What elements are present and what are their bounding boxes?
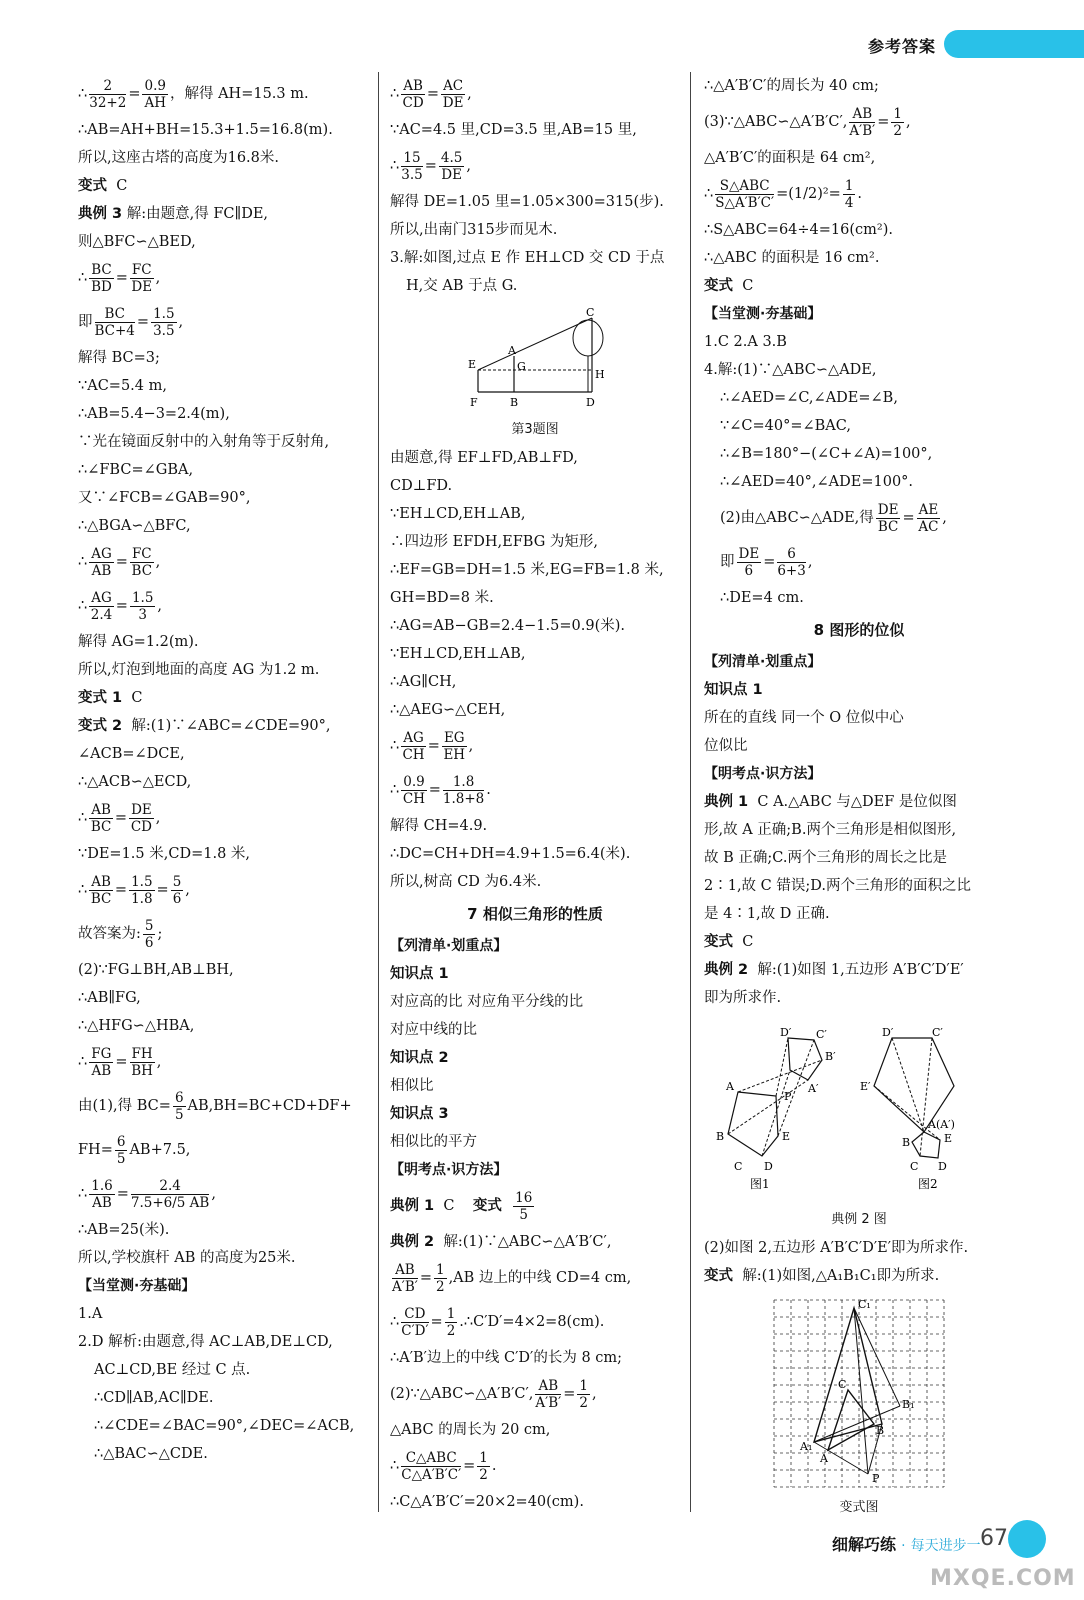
line: 即为所求作. xyxy=(704,990,782,1006)
line: ∴CD∥AB,AC∥DE. xyxy=(94,1390,214,1406)
example-2-figure xyxy=(704,1016,1014,1202)
line: ∴ $\frac{\text{C△ABC}}{C\triangle A'B'C'}$ = $\frac{1}{2}$ . xyxy=(390,1449,497,1483)
line: ∵EH⊥CD,EH⊥AB, xyxy=(390,646,526,662)
column-3 xyxy=(704,72,1014,1522)
footer-slogan: 每天进步一 xyxy=(910,1538,981,1554)
line: ∴△BAC∽△CDE. xyxy=(94,1446,208,1462)
variant-grid-figure xyxy=(704,1294,1014,1490)
section-bracket: 【当堂测·夯基础】 xyxy=(704,306,822,322)
line: ∴AG=AB−GB=2.4−1.5=0.9(米). xyxy=(390,618,625,634)
line: 典例 3 解:由题意,得 FC∥DE, xyxy=(78,206,269,222)
line: 解得 BC=3; xyxy=(78,350,160,366)
line: 2∶1,故 C 错误;D.两个三角形的面积之比 xyxy=(704,878,971,894)
line: ∴S△ABC=64÷4=16(cm²). xyxy=(704,222,893,238)
label-e: E xyxy=(468,358,477,371)
figure-1-label: 图1 xyxy=(750,1177,770,1191)
section-title: 7 相似三角形的性质 xyxy=(467,905,603,923)
label-a: A xyxy=(726,1080,734,1093)
line: CD⊥FD. xyxy=(390,478,453,494)
column-2 xyxy=(390,72,680,1516)
line: ∴EF=GB=DH=1.5 米,EG=FB=1.8 米, xyxy=(390,562,664,578)
figure-caption: 变式图 xyxy=(839,1500,879,1515)
line: 1.C 2.A 3.B xyxy=(704,334,787,350)
line: ∴AB=25(米). xyxy=(78,1222,170,1238)
footer-brand: 细解巧练 xyxy=(832,1535,897,1554)
page-header xyxy=(0,30,1084,64)
line: ∴ $\frac{AG}{CH}$ = $\frac{EG}{EH}$ , xyxy=(390,729,474,763)
header-title: 参考答案 xyxy=(867,37,936,56)
line: ∴∠AED=∠C,∠ADE=∠B, xyxy=(720,390,898,406)
line: GH=BD=8 米. xyxy=(390,590,494,606)
label-c-2: C xyxy=(910,1160,919,1173)
line: ∴∠CDE=∠BAC=90°,∠DEC=∠ACB, xyxy=(94,1418,355,1434)
label-e-2: E xyxy=(944,1132,953,1145)
knowledge-point: 知识点 1 xyxy=(704,682,763,698)
label-c: C xyxy=(734,1160,743,1173)
line: ∴ $\frac{\text{S△ABC}}{S\triangle A'B'C'}$ =(1/2)²= $\frac{1}{4}$ . xyxy=(704,177,863,211)
line: ∴AG∥CH, xyxy=(390,674,457,690)
line: ∵光在镜面反射中的入射角等于反射角, xyxy=(78,434,330,450)
label-b1: B₁ xyxy=(902,1398,915,1411)
line: 所在的直线 同一个 O 位似中心 xyxy=(704,710,904,726)
label-a-grid: A xyxy=(820,1452,828,1465)
line: 变式 1 C xyxy=(78,690,143,706)
line: 解得 CH=4.9. xyxy=(390,818,488,834)
label-p-grid: P xyxy=(872,1472,880,1485)
label-f: F xyxy=(470,396,478,409)
line: ∴△ABC 的面积是 16 cm². xyxy=(704,250,880,266)
line: 所以,学校旗杆 AB 的高度为25米. xyxy=(78,1250,296,1266)
label-g: G xyxy=(517,360,526,373)
figure-3-diagram xyxy=(390,304,680,412)
label-c-grid: C xyxy=(838,1378,847,1391)
line: ∴A′B′边上的中线 C′D′的长为 8 cm; xyxy=(390,1350,623,1366)
line: 由题意,得 EF⊥FD,AB⊥FD, xyxy=(390,450,578,466)
line: ∴∠B=180°−(∠C+∠A)=100°, xyxy=(720,446,933,462)
line: 变式 解:(1)如图,△A₁B₁C₁即为所求. xyxy=(704,1268,940,1284)
label-c: C xyxy=(586,306,595,319)
line: ∴AB=AH+BH=15.3+1.5=16.8(m). xyxy=(78,122,333,138)
line: △ABC 的周长为 20 cm, xyxy=(390,1422,551,1438)
line: 所以,树高 CD 为6.4米. xyxy=(390,874,542,890)
label-b: B xyxy=(510,396,519,409)
fraction: $\frac{2}{32+2}$ xyxy=(89,77,127,111)
line: ∴△HFG∽△HBA, xyxy=(78,1018,195,1034)
section-bracket: 【列清单·划重点】 xyxy=(390,938,508,954)
line: ∴四边形 EFDH,EFBG 为矩形, xyxy=(390,534,599,550)
knowledge-point: 知识点 3 xyxy=(390,1106,449,1122)
line: 形,故 A 正确;B.两个三角形是相似图形, xyxy=(704,822,957,838)
label-c-prime: C′ xyxy=(816,1028,827,1041)
line: 变式 C xyxy=(704,934,754,950)
column-divider-1 xyxy=(378,72,379,1512)
line: ∴ $\frac{2}{32+2}$ = $\frac{0.9}{AH}$ ，解得 AH=15.3 m. xyxy=(78,77,309,111)
label-a-a-prime: A(A′) xyxy=(928,1118,955,1131)
line: 故 B 正确;C.两个三角形的周长之比是 xyxy=(704,850,947,866)
line: ∵AC=5.4 m, xyxy=(78,378,167,394)
line: 所以,这座古塔的高度为16.8米. xyxy=(78,150,280,166)
line: (2)∵FG⊥BH,AB⊥BH, xyxy=(78,962,234,978)
line: ∴ $\frac{1.6}{AB}$ = $\frac{2.4}{7.5+6/5 AB}$ , xyxy=(78,1177,216,1211)
label-d-prime: D′ xyxy=(780,1026,792,1039)
figure-2-label: 图2 xyxy=(918,1177,938,1191)
line: 4.解:(1)∵△ABC∽△ADE, xyxy=(704,362,877,378)
line: 由(1),得 BC= $\frac{6}{5}$ AB,BH=BC+CD+DF+ xyxy=(78,1089,352,1123)
line: 则△BFC∽△BED, xyxy=(78,234,196,250)
line: 对应中线的比 xyxy=(390,1022,477,1038)
line: ∴ $\frac{AB}{CD}$ = $\frac{AC}{DE}$ , xyxy=(390,77,472,111)
page-footer xyxy=(832,1526,1008,1555)
line: ∴ $\frac{0.9}{CH}$ = $\frac{1.8}{1.8+8}$ . xyxy=(390,773,491,807)
line: 所以,灯泡到地面的高度 AG 为1.2 m. xyxy=(78,662,320,678)
line: ∴AB∥FG, xyxy=(78,990,141,1006)
line: 2.D 解析:由题意,得 AC⊥AB,DE⊥CD, xyxy=(78,1334,333,1350)
line: ∴ $\frac{15}{3.5}$ = $\frac{4.5}{DE}$ , xyxy=(390,149,471,183)
label-b-grid: B xyxy=(876,1424,885,1437)
text: ∴ xyxy=(78,86,88,102)
line: (2)由△ABC∽△ADE,得 $\frac{DE}{BC}$ = $\frac{AE}{AC}$ , xyxy=(720,501,947,535)
line: ∴AB=5.4−3=2.4(m), xyxy=(78,406,230,422)
label-d-prime-2: D′ xyxy=(882,1026,894,1039)
line: $\frac{AB}{A'B'}$ = $\frac{1}{2}$ ,AB 边上的中线 CD=4 cm, xyxy=(392,1261,632,1295)
label-e-prime-2: E′ xyxy=(860,1080,871,1093)
line: ∵EH⊥CD,EH⊥AB, xyxy=(390,506,526,522)
label-b-prime: B′ xyxy=(825,1050,836,1063)
line: 故答案为: $\frac{5}{6}$ ; xyxy=(78,917,163,951)
line: FH= $\frac{6}{5}$ AB+7.5, xyxy=(78,1133,191,1167)
line: 变式 C xyxy=(78,178,128,194)
line: ∴△ACB∽△ECD, xyxy=(78,774,192,790)
figure-caption: 典例 2 图 xyxy=(831,1212,887,1227)
line: 典例 1 C 变式 $\frac{16}{5}$ xyxy=(390,1189,533,1223)
line: (3)∵△ABC∽△A′B′C′, $\frac{AB}{A'B'}$ = $\frac{1}{2}$ , xyxy=(704,105,911,139)
line: 相似比 xyxy=(390,1078,434,1094)
line: 典例 2 解:(1)如图 1,五边形 A′B′C′D′E′ xyxy=(704,962,964,978)
label-h: H xyxy=(595,368,605,381)
line: ∴∠FBC=∠GBA, xyxy=(78,462,194,478)
label-p: P xyxy=(784,1090,792,1103)
line: ∴DE=4 cm. xyxy=(720,590,804,606)
label-a: A xyxy=(508,344,516,357)
column-1 xyxy=(78,72,368,1468)
line: ∴△BGA∽△BFC, xyxy=(78,518,191,534)
line: 1.A xyxy=(78,1306,103,1322)
line: 典例 2 解:(1)∵△ABC∽△A′B′C′, xyxy=(390,1234,612,1250)
section-bracket: 【明考点·识方法】 xyxy=(390,1162,508,1178)
line: ∴∠AED=40°,∠ADE=100°. xyxy=(720,474,914,490)
line: 变式 2 解:(1)∵∠ABC=∠CDE=90°, xyxy=(78,718,331,734)
line: ∴C△A′B′C′=20×2=40(cm). xyxy=(390,1494,584,1510)
knowledge-point: 知识点 1 xyxy=(390,966,449,982)
line: ∴ $\frac{AB}{BC}$ = $\frac{DE}{CD}$ , xyxy=(78,801,161,835)
page-number: 67 xyxy=(980,1526,1008,1551)
line: △A′B′C′的面积是 64 cm², xyxy=(704,150,876,166)
line: 对应高的比 对应角平分线的比 xyxy=(390,994,584,1010)
line: 典例 1 C A.△ABC 与△DEF 是位似图 xyxy=(704,794,957,810)
section-bracket: 【当堂测·夯基础】 xyxy=(78,1278,196,1294)
line: 所以,出南门315步而见木. xyxy=(390,222,558,238)
label-a1: A₁ xyxy=(800,1440,813,1453)
line: (2)如图 2,五边形 A′B′C′D′E′即为所求作. xyxy=(704,1240,969,1256)
label-c1: C₁ xyxy=(858,1298,871,1311)
line: ∵DE=1.5 米,CD=1.8 米, xyxy=(78,846,251,862)
label-d: D xyxy=(764,1160,773,1173)
line: 位似比 xyxy=(704,738,748,754)
fraction: $\frac{0.9}{AH}$ xyxy=(144,77,166,111)
line: ∠ACB=∠DCE, xyxy=(78,746,185,762)
label-c-prime-2: C′ xyxy=(932,1026,943,1039)
label-d: D xyxy=(586,396,595,409)
line: 即 $\frac{DE}{6}$ = $\frac{6}{6+3}$ , xyxy=(720,545,813,579)
line: ∴△AEG∽△CEH, xyxy=(390,702,506,718)
label-e: E xyxy=(782,1130,791,1143)
line: ∴ $\frac{AB}{BC}$ = $\frac{1.5}{1.8}$ = $\frac{5}{6}$ , xyxy=(78,873,190,907)
line: 解得 DE=1.05 里=1.05×300=315(步). xyxy=(390,194,664,210)
line: 又∵∠FCB=∠GAB=90°, xyxy=(78,490,251,506)
line: (2)∵△ABC∽△A′B′C′, $\frac{AB}{A'B'}$ = $\frac{1}{2}$ , xyxy=(390,1377,597,1411)
line: H,交 AB 于点 G. xyxy=(406,278,518,294)
figure-caption: 第3题图 xyxy=(511,422,559,437)
line: ∵AC=4.5 里,CD=3.5 里,AB=15 里, xyxy=(390,122,637,138)
label-b-2: B xyxy=(902,1136,911,1149)
line: 解得 AG=1.2(m). xyxy=(78,634,199,650)
footer-dot: · xyxy=(901,1538,906,1554)
line: ∴ $\frac{FG}{AB}$ = $\frac{FH}{BH}$ , xyxy=(78,1045,162,1079)
section-bracket: 【列清单·划重点】 xyxy=(704,654,822,670)
line: 3.解:如图,过点 E 作 EH⊥CD 交 CD 于点 xyxy=(390,250,665,266)
line: AC⊥CD,BE 经过 C 点. xyxy=(94,1362,251,1378)
header-accent-bar xyxy=(944,30,1084,58)
watermark: MXQE.COM xyxy=(930,1566,1076,1591)
label-b: B xyxy=(716,1130,725,1143)
line: 即 $\frac{BC}{BC+4}$ = $\frac{1.5}{3.5}$ , xyxy=(78,305,184,339)
footer-circle-icon xyxy=(1008,1520,1046,1558)
line: ∵∠C=40°=∠BAC, xyxy=(720,418,851,434)
section-bracket: 【明考点·识方法】 xyxy=(704,766,822,782)
line: 变式 C xyxy=(704,278,754,294)
line: 是 4∶1,故 D 正确. xyxy=(704,906,830,922)
line: ∴ $\frac{CD}{C'D'}$ = $\frac{1}{2}$ .∴C′D′=4×2=8(cm). xyxy=(390,1305,605,1339)
label-d-2: D xyxy=(938,1160,947,1173)
line: ∴△A′B′C′的周长为 40 cm; xyxy=(704,78,879,94)
line: ∴ $\frac{AG}{AB}$ = $\frac{FC}{BC}$ , xyxy=(78,545,161,579)
column-divider-2 xyxy=(690,72,691,1512)
line: ∴ $\frac{BC}{BD}$ = $\frac{FC}{DE}$ , xyxy=(78,261,161,295)
section-title: 8 图形的位似 xyxy=(813,621,905,639)
line: ∴ $\frac{AG}{2.4}$ = $\frac{1.5}{3}$ , xyxy=(78,589,163,623)
label-a-prime: A′ xyxy=(808,1082,819,1095)
line: 相似比的平方 xyxy=(390,1134,477,1150)
knowledge-point: 知识点 2 xyxy=(390,1050,449,1066)
line: ∴DC=CH+DH=4.9+1.5=6.4(米). xyxy=(390,846,631,862)
